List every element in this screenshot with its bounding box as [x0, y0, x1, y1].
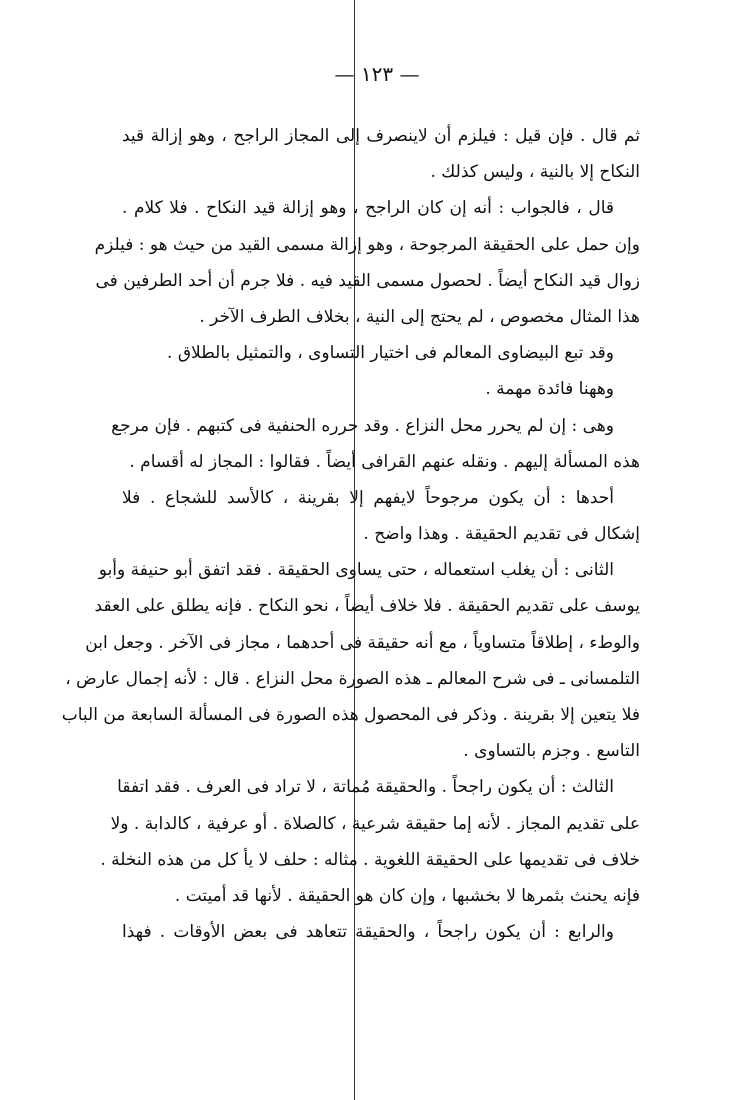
text-line: إشكال فى تقديم الحقيقة . وهذا واضح .: [363, 524, 640, 545]
text-line: التلمسانى ـ فى شرح المعالم ـ هذه الصورة محل النزاع . قال : لأنه إجمال عارض ،: [65, 668, 640, 689]
text-line: وههنا فائدة مهمة .: [485, 379, 614, 400]
text-line: هذا المثال مخصوص ، لم يحتج إلى النية ، بخلاف الطرف الآخر .: [199, 306, 640, 327]
text-line: النكاح إلا بالنية ، وليس كذلك .: [430, 162, 640, 183]
text-line: والوطء ، إطلاقاً متساوياً ، مع أنه حقيقة فى أحدهما ، مجاز فى الآخر . وجعل ابن: [85, 632, 640, 653]
text-line: هذه المسألة إليهم . ونقله عنهم القرافى أيضاً . فقالوا : المجاز له أقسام .: [129, 451, 640, 472]
text-line: وإن حمل على الحقيقة المرجوحة ، وهو إزالة مسمى القيد من حيث هو : فيلزم: [94, 234, 640, 255]
text-line: خلاف فى تقديمها على الحقيقة اللغوية . مثاله : حلف لا يأ كل من هذه النخلة .: [100, 849, 640, 870]
text-line: يوسف على تقديم الحقيقة . فلا خلاف أيضاً ، نحو النكاح . فإنه يطلق على العقد: [94, 596, 640, 617]
text-line: أحدها : أن يكون مرجوحاً لايفهم إلا بقرينة ، كالأسد للشجاع . فلا: [122, 487, 614, 508]
page-number: — ١٢٣ —: [334, 62, 420, 86]
text-line: ثم قال . فإن قيل : فيلزم أن لاينصرف إلى المجاز الراجح ، وهو إزالة قيد: [122, 126, 640, 146]
text-line: زوال قيد النكاح أيضاً . لحصول مسمى القيد فيه . فلا جرم أن أحد الطرفين فى: [95, 270, 640, 291]
text-line: والرابع : أن يكون راجحاً ، والحقيقة تتعاهد فى بعض الأوقات . فهذا: [122, 922, 614, 943]
text-line: التاسع . وجزم بالتساوى .: [463, 741, 640, 762]
text-line: الثالث : أن يكون راجحاً . والحقيقة مُماتة ، لا تراد فى العرف . فقد اتفقا: [117, 777, 614, 798]
text-line: الثانى : أن يغلب استعماله ، حتى يساوى الحقيقة . فقد اتفق أبو حنيفة وأبو: [98, 560, 614, 581]
page-body: [61, 118, 640, 950]
text-line: وهى : إن لم يحرر محل النزاع . وقد حرره الحنفية فى كتبهم . فإن مرجع: [111, 415, 614, 436]
text-line: وقد تبع البيضاوى المعالم فى اختيار التساوى ، والتمثيل بالطلاق .: [167, 343, 614, 364]
text-line: قال ، فالجواب : أنه إن كان الراجح ، وهو إزالة قيد النكاح . فلا كلام .: [122, 198, 614, 219]
text-line: فلا يتعين إلا بقرينة . وذكر فى المحصول هذه الصورة فى المسألة السابعة من الباب: [61, 705, 640, 725]
text-line: على تقديم المجاز . لأنه إما حقيقة شرعية ، كالصلاة . أو عرفية ، كالدابة . ولا: [110, 813, 640, 834]
text-line: فإنه يحنث بثمرها لا بخشبها ، وإن كان هو الحقيقة . لأنها قد أميتت .: [174, 885, 640, 906]
